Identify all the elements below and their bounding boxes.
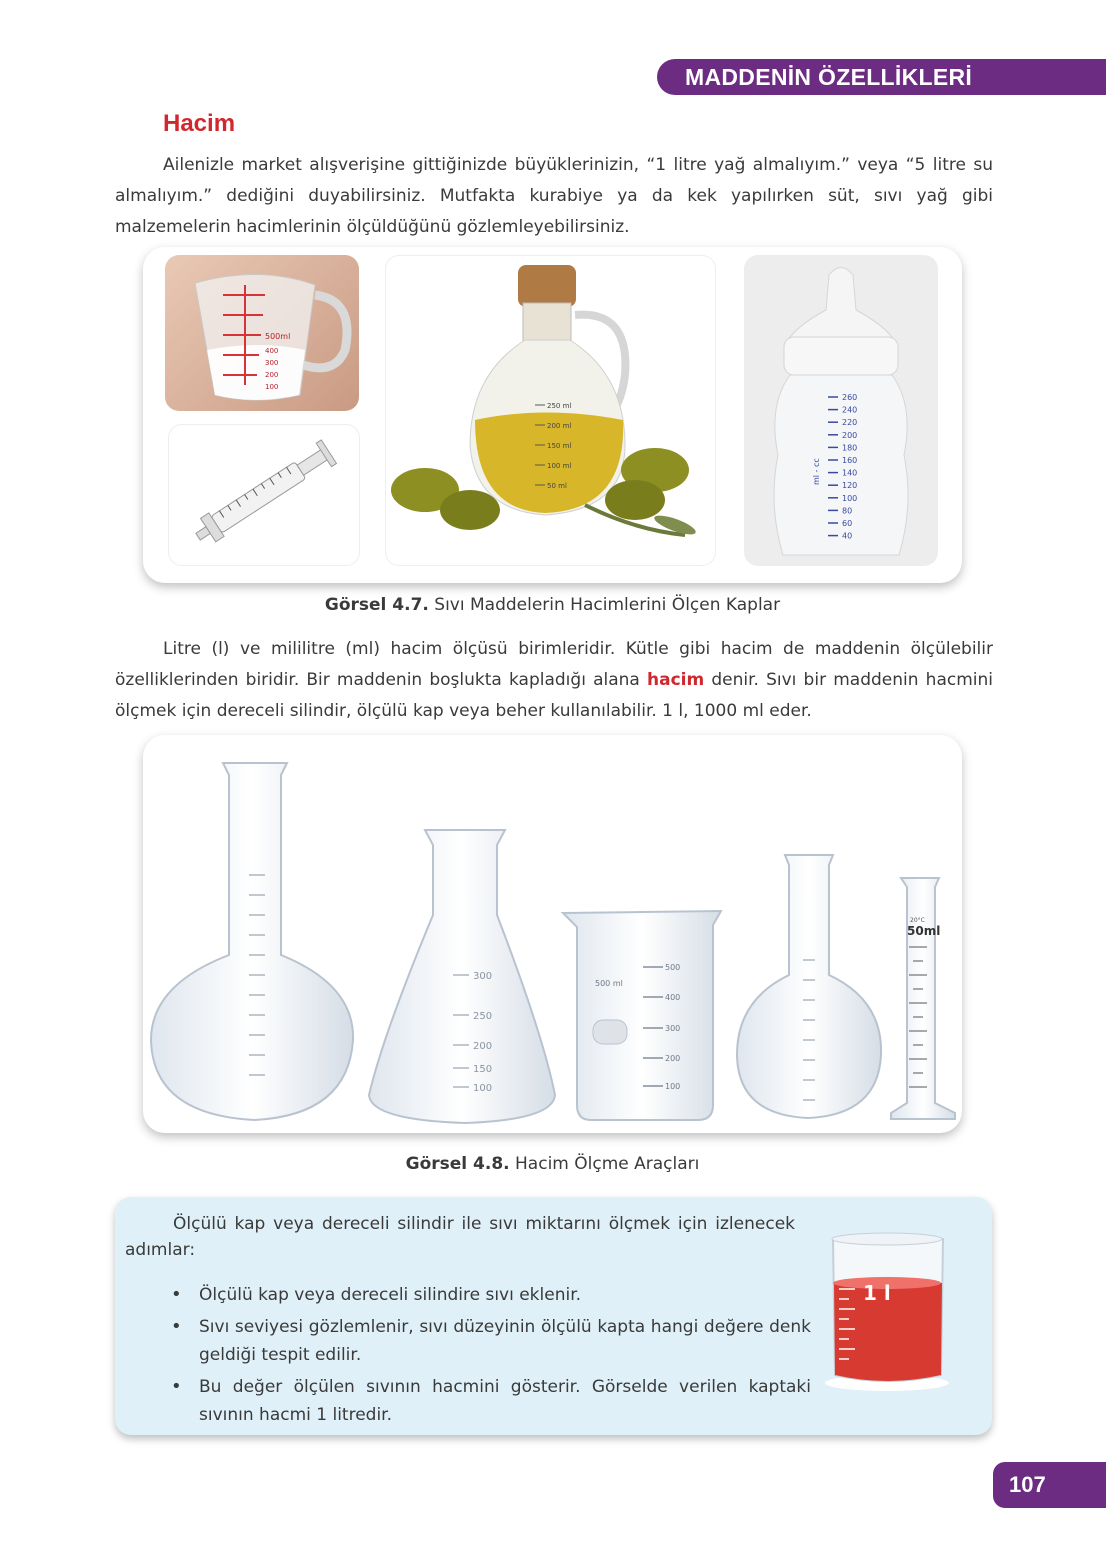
- syringe-photo: [168, 424, 360, 566]
- highlight-term-hacim: hacim: [647, 670, 705, 690]
- bottle-scale-label: 180: [842, 443, 858, 453]
- svg-text:300: 300: [665, 1024, 681, 1033]
- bottle-scale-label: 140: [842, 468, 858, 478]
- steps-list: [171, 1281, 811, 1433]
- bottle-scale-label: 60: [842, 519, 853, 528]
- syringe-icon: [168, 424, 360, 566]
- baby-bottle-icon: [744, 255, 938, 566]
- svg-text:100: 100: [473, 1083, 493, 1094]
- baby-bottle-photo: [744, 255, 938, 566]
- beaker-1-liter-icon: [815, 1225, 965, 1395]
- svg-text:100 ml: 100 ml: [547, 462, 572, 470]
- figure-label: Görsel 4.7.: [324, 595, 429, 615]
- svg-text:1 l: 1 l: [863, 1281, 891, 1305]
- paragraph-text-after: denir. Sıvı bir maddenin hacmini ölçmek için dereceli silindir, ölçülü kap veya beher kullanılabilir. 1 l, 1000 ml eder.: [115, 670, 993, 721]
- svg-text:200: 200: [665, 1054, 681, 1063]
- bottle-scale-label: 220: [842, 418, 858, 428]
- bottle-scale-label: 240: [842, 405, 858, 415]
- svg-text:500ml: 500ml: [265, 332, 291, 341]
- bottle-scale-label: 40: [842, 531, 853, 541]
- steps-intro: Ölçülü kap veya dereceli silindir ile sıvı miktarını ölçmek için izlenecek adımlar:: [125, 1214, 795, 1260]
- svg-text:150 ml: 150 ml: [547, 442, 572, 450]
- figure-caption-text: Sıvı Maddelerin Hacimlerini Ölçen Kaplar: [434, 595, 781, 615]
- svg-text:20°C: 20°C: [910, 917, 925, 924]
- page-number: 107: [993, 1462, 1106, 1508]
- bottle-scale-label: 160: [842, 456, 858, 465]
- section-title-banner: MADDENİN ÖZELLİKLERİ: [657, 59, 1106, 95]
- list-item: • Ölçülü kap veya dereceli silindire sıvı eklenir.: [171, 1281, 811, 1309]
- figure-4-7-panel: [143, 247, 962, 583]
- bottle-scale-label: 120: [842, 481, 858, 491]
- list-item: • Bu değer ölçülen sıvının hacmini gösterir. Görselde verilen kaptaki sıvının hacmi 1 litredir.: [171, 1373, 811, 1429]
- section-heading: Hacim: [163, 110, 236, 137]
- svg-text:500 ml: 500 ml: [595, 979, 623, 988]
- figure-label: Görsel 4.8.: [405, 1154, 510, 1174]
- bottle-scale-label: 100: [842, 493, 858, 503]
- svg-text:250: 250: [473, 1011, 493, 1022]
- svg-text:200: 200: [265, 371, 279, 379]
- svg-text:200: 200: [473, 1041, 493, 1052]
- lab-glassware-icon: [143, 735, 962, 1133]
- svg-text:100: 100: [265, 383, 279, 391]
- bottle-scale-label: 200: [842, 430, 858, 440]
- figure-caption-text: Hacim Ölçme Araçları: [515, 1154, 700, 1174]
- measuring-cup-photo: [165, 255, 359, 411]
- svg-text:ml - cc: ml - cc: [812, 458, 821, 485]
- olive-oil-photo: [385, 255, 716, 566]
- paragraph-text-before: Litre (l) ve mililitre (ml) hacim ölçüsü birimleridir. Kütle gibi hacim de maddenin ölçülebilir özelliklerinden biridir. Bir maddenin boşlukta kapladığı alana: [115, 639, 993, 690]
- volume-definition-paragraph: [115, 634, 993, 727]
- list-item: • Sıvı seviyesi gözlemlenir, sıvı düzeyinin ölçülü kapta hangi değere denk geldiği tespit edilir.: [171, 1313, 811, 1369]
- svg-text:200 ml: 200 ml: [547, 422, 572, 430]
- svg-text:400: 400: [665, 993, 681, 1002]
- figure-4-8-caption: [143, 1154, 962, 1174]
- svg-text:150: 150: [473, 1064, 493, 1075]
- svg-text:400: 400: [265, 347, 279, 355]
- svg-text:250 ml: 250 ml: [547, 402, 572, 410]
- bottle-scale-label: 260: [842, 393, 858, 402]
- measuring-cup-icon: [165, 255, 359, 411]
- figure-4-8-panel: [143, 735, 962, 1133]
- svg-text:300: 300: [473, 971, 493, 982]
- intro-paragraph: Ailenizle market alışverişine gittiğinizde büyüklerinizin, “1 litre yağ almalıyım.” veya “5 litre su almalıyım.” dediğini duyabilirsiniz. Mutfakta kurabiye ya da kek yapılırken süt, sıvı yağ gibi malzemelerin hacimlerinin ölçüldüğünü gözlemleyebilirsiniz.: [115, 155, 993, 237]
- figure-4-7-caption: [143, 595, 962, 615]
- svg-text:500: 500: [665, 963, 681, 972]
- measurement-steps-box: [115, 1197, 992, 1435]
- bottle-scale-label: 80: [842, 506, 853, 516]
- svg-text:50ml: 50ml: [907, 924, 941, 938]
- svg-text:300: 300: [265, 359, 279, 367]
- oil-cruet-icon: [385, 255, 716, 566]
- svg-text:50 ml: 50 ml: [547, 482, 567, 490]
- svg-text:100: 100: [665, 1082, 681, 1091]
